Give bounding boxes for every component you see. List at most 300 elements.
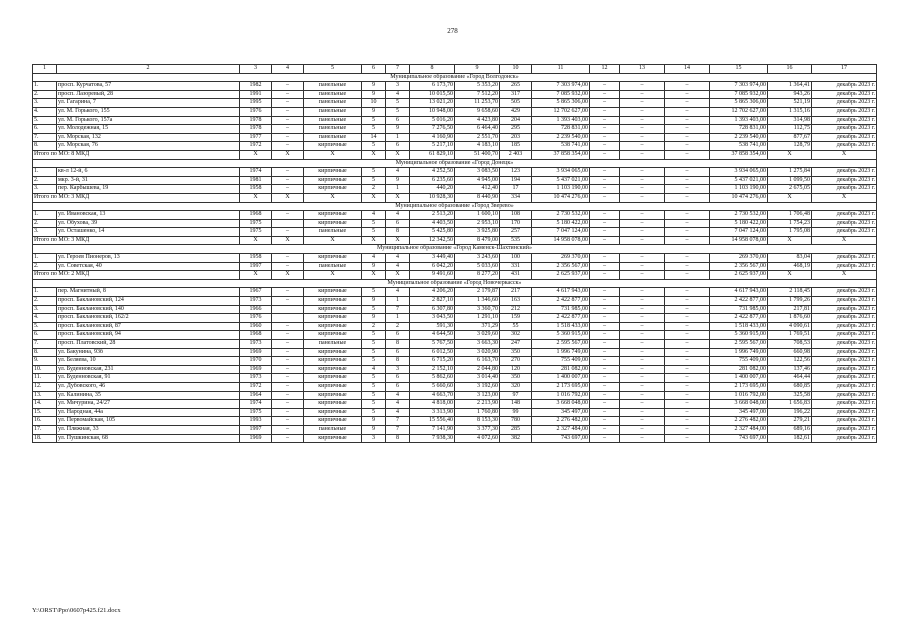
table-cell: 780 xyxy=(500,417,532,426)
total-cell: X xyxy=(272,271,304,280)
table-cell: 1968 xyxy=(240,331,272,340)
table-cell: 755 409,00 xyxy=(532,357,590,366)
table-cell: 731 985,00 xyxy=(710,305,768,314)
table-cell: 212 xyxy=(500,305,532,314)
table-cell: – xyxy=(665,374,710,383)
table-row xyxy=(33,314,877,323)
table-cell: – xyxy=(665,176,710,185)
table-cell: 7 085 932,00 xyxy=(710,90,768,99)
table-cell: ул. Ивановская, 13 xyxy=(57,211,240,220)
table-cell: просп. Платовский, 28 xyxy=(57,340,240,349)
table-cell: 2. xyxy=(33,176,57,185)
table-cell: – xyxy=(590,116,620,125)
table-cell: – xyxy=(665,254,710,263)
table-cell: ул. М. Горького, 157а xyxy=(57,116,240,125)
table-cell: ул. Героев Пионеров, 13 xyxy=(57,254,240,263)
table-cell: декабрь 2023 г. xyxy=(812,331,877,340)
table-cell: 2 179,87 xyxy=(455,288,500,297)
table-cell: 1997 xyxy=(240,262,272,271)
table-cell: 680,85 xyxy=(768,382,812,391)
table-cell: ул. Гагарина, 7 xyxy=(57,99,240,108)
table-cell: – xyxy=(665,314,710,323)
total-cell: – xyxy=(620,236,665,245)
table-cell: 689,16 xyxy=(768,425,812,434)
table-cell: 148 xyxy=(500,400,532,409)
column-number: 15 xyxy=(710,65,768,74)
table-cell: 4 xyxy=(386,211,410,220)
table-cell: 203 xyxy=(500,133,532,142)
overhaul-table xyxy=(32,64,877,443)
table-cell: декабрь 2023 г. xyxy=(812,417,877,426)
table-cell: 7 047 124,00 xyxy=(710,228,768,237)
table-row xyxy=(33,322,877,331)
column-number: 9 xyxy=(455,65,500,74)
table-cell: декабрь 2023 г. xyxy=(812,408,877,417)
table-cell: 1958 xyxy=(240,254,272,263)
table-cell: – xyxy=(620,434,665,443)
table-cell: – xyxy=(272,382,304,391)
table-cell: 429 xyxy=(500,107,532,116)
table-cell: – xyxy=(590,400,620,409)
table-row xyxy=(33,374,877,383)
table-cell: 1966 xyxy=(240,305,272,314)
table-cell: 1. xyxy=(33,168,57,177)
table-cell: 728 831,00 xyxy=(710,125,768,134)
table-cell: 325,58 xyxy=(768,391,812,400)
table-cell: 877,67 xyxy=(768,133,812,142)
table-cell: 4 206,20 xyxy=(410,288,455,297)
table-cell: ул. Бакунина, 93б xyxy=(57,348,240,357)
table-cell: 9 xyxy=(362,90,386,99)
table-cell: 16. xyxy=(33,417,57,426)
table-cell: 4 072,60 xyxy=(455,434,500,443)
table-cell: 743 697,00 xyxy=(710,434,768,443)
table-cell: 9 xyxy=(362,262,386,271)
table-cell: 3 934 065,00 xyxy=(532,168,590,177)
table-cell: 4 xyxy=(386,288,410,297)
total-cell: 334 xyxy=(500,193,532,202)
total-cell: – xyxy=(620,150,665,159)
table-cell: – xyxy=(590,262,620,271)
table-cell: 1. xyxy=(33,288,57,297)
table-cell: – xyxy=(272,288,304,297)
table-cell: 4 xyxy=(386,400,410,409)
table-cell: 1973 xyxy=(240,374,272,383)
table-cell: 3 934 065,00 xyxy=(710,168,768,177)
table-cell: 14 xyxy=(362,133,386,142)
table-cell: 350 xyxy=(500,374,532,383)
table-cell: 6 xyxy=(386,374,410,383)
table-cell: – xyxy=(272,90,304,99)
table-cell: – xyxy=(272,99,304,108)
table-cell: 4 xyxy=(386,408,410,417)
table-cell: 2 730 532,00 xyxy=(710,211,768,220)
table-cell: декабрь 2023 г. xyxy=(812,297,877,306)
total-cell: X xyxy=(768,236,812,245)
table-cell: 1 103 190,00 xyxy=(532,185,590,194)
table-cell: декабрь 2023 г. xyxy=(812,125,877,134)
table-cell: 3 123,00 xyxy=(455,391,500,400)
table-cell: – xyxy=(665,425,710,434)
table-cell: 2 118,45 xyxy=(768,288,812,297)
table-cell: – xyxy=(665,228,710,237)
column-number: 2 xyxy=(57,65,240,74)
table-cell: 3 313,90 xyxy=(410,408,455,417)
table-cell: 9 xyxy=(362,314,386,323)
table-cell: 5 xyxy=(362,348,386,357)
table-cell: 5 180 422,00 xyxy=(532,219,590,228)
total-cell: X xyxy=(362,271,386,280)
table-cell: – xyxy=(665,391,710,400)
table-cell: 7 276,50 xyxy=(410,125,455,134)
table-cell: 1 769,51 xyxy=(768,331,812,340)
table-cell: 2 422 877,00 xyxy=(532,314,590,323)
section-header-row xyxy=(33,245,877,254)
table-cell: – xyxy=(620,322,665,331)
table-cell: ул. Калинина, 35 xyxy=(57,391,240,400)
table-cell: – xyxy=(590,185,620,194)
table-cell: 1 099,50 xyxy=(768,176,812,185)
table-cell: 5 xyxy=(362,374,386,383)
table-cell: просп. Лазоревый, 28 xyxy=(57,90,240,99)
table-cell: – xyxy=(590,348,620,357)
table-cell: 6 xyxy=(386,219,410,228)
table-cell: – xyxy=(590,142,620,151)
table-cell: – xyxy=(620,219,665,228)
table-cell: 3 043,50 xyxy=(410,314,455,323)
table-cell: 1 364,41 xyxy=(768,82,812,91)
table-cell: 10 xyxy=(362,99,386,108)
table-cell: 2. xyxy=(33,297,57,306)
table-row xyxy=(33,107,877,116)
total-cell: X xyxy=(362,150,386,159)
table-cell: 120 xyxy=(500,365,532,374)
table-cell: – xyxy=(272,228,304,237)
total-row xyxy=(33,193,877,202)
total-cell: 12 342,50 xyxy=(410,236,455,245)
table-cell: – xyxy=(665,305,710,314)
table-cell: – xyxy=(590,382,620,391)
page-number: 278 xyxy=(447,27,458,35)
total-cell: X xyxy=(272,193,304,202)
table-cell: 6. xyxy=(33,125,57,134)
table-cell: 13 021,20 xyxy=(410,99,455,108)
table-cell: – xyxy=(590,288,620,297)
table-cell: 505 xyxy=(500,99,532,108)
table-cell: – xyxy=(620,142,665,151)
table-cell: – xyxy=(620,417,665,426)
table-cell: декабрь 2023 г. xyxy=(812,314,877,323)
table-cell: – xyxy=(665,408,710,417)
total-cell: X xyxy=(812,271,877,280)
total-label: Итого по МО: 3 МКД xyxy=(33,236,240,245)
table-cell: просп. Баклановский, 124 xyxy=(57,297,240,306)
table-cell: кирпичные xyxy=(304,211,362,220)
total-cell: – xyxy=(665,271,710,280)
table-cell: кирпичные xyxy=(304,408,362,417)
table-cell: – xyxy=(590,228,620,237)
table-cell: 6 173,70 xyxy=(410,82,455,91)
table-cell: 4 090,61 xyxy=(768,322,812,331)
table-cell: 345 497,00 xyxy=(710,408,768,417)
table-cell: – xyxy=(272,176,304,185)
table-cell: – xyxy=(620,90,665,99)
table-cell: – xyxy=(620,133,665,142)
table-cell: 4 403,50 xyxy=(410,219,455,228)
total-cell: X xyxy=(362,193,386,202)
table-cell: – xyxy=(620,116,665,125)
table-cell: 1 400 007,00 xyxy=(532,374,590,383)
table-cell: декабрь 2023 г. xyxy=(812,116,877,125)
table-cell: – xyxy=(590,211,620,220)
table-cell: – xyxy=(590,125,620,134)
table-cell: 1 795,08 xyxy=(768,228,812,237)
table-cell: 6 307,80 xyxy=(410,305,455,314)
table-cell: 5 xyxy=(362,176,386,185)
table-cell: 4 617 943,00 xyxy=(532,288,590,297)
table-cell: 137,46 xyxy=(768,365,812,374)
table-cell: 743 697,00 xyxy=(532,434,590,443)
table-cell: 1 291,10 xyxy=(455,314,500,323)
table-cell: 128,79 xyxy=(768,142,812,151)
table-cell: просп. Баклановский, 162/2 xyxy=(57,314,240,323)
total-cell: 8 440,90 xyxy=(455,193,500,202)
table-cell: ул. М. Горького, 155 xyxy=(57,107,240,116)
table-cell: декабрь 2023 г. xyxy=(812,305,877,314)
table-cell: 2 595 567,00 xyxy=(532,340,590,349)
table-cell: – xyxy=(272,142,304,151)
total-row xyxy=(33,271,877,280)
table-cell: 1958 xyxy=(240,185,272,194)
table-cell: 99 xyxy=(500,408,532,417)
table-cell: – xyxy=(590,434,620,443)
table-cell: 1 393 403,00 xyxy=(710,116,768,125)
table-cell: 8. xyxy=(33,142,57,151)
table-cell: – xyxy=(272,400,304,409)
table-cell: 14. xyxy=(33,400,57,409)
table-cell: 12 702 627,00 xyxy=(532,107,590,116)
table-cell: – xyxy=(620,168,665,177)
table-row xyxy=(33,125,877,134)
table-cell: кирпичные xyxy=(304,305,362,314)
table-cell: – xyxy=(590,340,620,349)
table-cell: мкр. 3-й, 31 xyxy=(57,176,240,185)
table-cell: 1 400 007,00 xyxy=(710,374,768,383)
table-cell: декабрь 2023 г. xyxy=(812,107,877,116)
table-cell: – xyxy=(620,211,665,220)
table-cell: 97 xyxy=(500,391,532,400)
table-cell xyxy=(272,305,304,314)
table-cell: – xyxy=(665,348,710,357)
table-cell: 285 xyxy=(500,425,532,434)
table-cell: – xyxy=(272,348,304,357)
table-cell: 5 xyxy=(362,408,386,417)
table-cell: кирпичные xyxy=(304,288,362,297)
table-cell: кирпичные xyxy=(304,331,362,340)
table-cell: – xyxy=(590,176,620,185)
table-cell: 6 235,60 xyxy=(410,176,455,185)
table-cell: 100 xyxy=(500,254,532,263)
table-cell: 6 042,20 xyxy=(410,262,455,271)
table-cell: – xyxy=(590,90,620,99)
table-cell: панельные xyxy=(304,425,362,434)
table-cell: 350 xyxy=(500,348,532,357)
table-cell: 2 xyxy=(386,322,410,331)
table-cell: 345 497,00 xyxy=(532,408,590,417)
table-cell: 9 xyxy=(362,107,386,116)
table-cell: 4 xyxy=(386,391,410,400)
table-cell: 1 876,60 xyxy=(768,314,812,323)
table-cell: 4 644,50 xyxy=(410,331,455,340)
table-cell: 122,56 xyxy=(768,357,812,366)
table-cell: – xyxy=(665,331,710,340)
table-cell: декабрь 2023 г. xyxy=(812,425,877,434)
table-cell: – xyxy=(590,417,620,426)
total-cell: – xyxy=(590,193,620,202)
table-cell: 1978 xyxy=(240,116,272,125)
table-cell: 9 xyxy=(362,417,386,426)
table-cell: 521,19 xyxy=(768,99,812,108)
table-cell: – xyxy=(665,125,710,134)
table-cell xyxy=(272,314,304,323)
table-cell: – xyxy=(665,434,710,443)
table-cell: 2 152,10 xyxy=(410,365,455,374)
table-cell: панельные xyxy=(304,107,362,116)
table-cell: 163 xyxy=(500,297,532,306)
table-cell: 5 xyxy=(386,99,410,108)
table-cell: 1975 xyxy=(240,408,272,417)
table-cell: 9 xyxy=(362,297,386,306)
table-cell: – xyxy=(590,374,620,383)
table-cell: 5 xyxy=(362,142,386,151)
table-cell: – xyxy=(590,219,620,228)
column-number: 8 xyxy=(410,65,455,74)
table-cell: панельные xyxy=(304,340,362,349)
section-header-row xyxy=(33,202,877,211)
table-cell: 247 xyxy=(500,340,532,349)
table-cell: 1976 xyxy=(240,107,272,116)
table-cell: декабрь 2023 г. xyxy=(812,382,877,391)
table-cell: 3 014,40 xyxy=(455,374,500,383)
table-cell: 1976 xyxy=(240,314,272,323)
table-cell: панельные xyxy=(304,82,362,91)
table-cell: 5 437 021,00 xyxy=(710,176,768,185)
table-cell: 185 xyxy=(500,142,532,151)
table-cell: 4 617 943,00 xyxy=(710,288,768,297)
table-row xyxy=(33,340,877,349)
table-row xyxy=(33,400,877,409)
table-cell: – xyxy=(620,408,665,417)
table-row xyxy=(33,297,877,306)
total-cell: 2 625 937,00 xyxy=(532,271,590,280)
municipality-title: Муниципальное образование «Город Донецк» xyxy=(33,159,877,168)
table-cell: 1 799,26 xyxy=(768,297,812,306)
table-cell: 5 xyxy=(362,116,386,125)
table-cell: – xyxy=(590,82,620,91)
table-cell: просп. Баклановский, 140 xyxy=(57,305,240,314)
table-cell: 1978 xyxy=(240,125,272,134)
table-cell: 194 xyxy=(500,176,532,185)
table-cell: 5 767,50 xyxy=(410,340,455,349)
table-cell: 5 xyxy=(386,107,410,116)
table-cell: 281 082,00 xyxy=(710,365,768,374)
total-cell: X xyxy=(812,150,877,159)
table-cell: декабрь 2023 г. xyxy=(812,90,877,99)
table-cell: 5 xyxy=(362,331,386,340)
table-cell: 5 016,20 xyxy=(410,116,455,125)
table-cell: 8 xyxy=(386,228,410,237)
table-cell: 2 675,05 xyxy=(768,185,812,194)
table-cell: 3 192,60 xyxy=(455,382,500,391)
table-cell: декабрь 2023 г. xyxy=(812,348,877,357)
table-cell: 3 xyxy=(386,365,410,374)
table-cell: ул. Морская, 132 xyxy=(57,133,240,142)
table-cell: – xyxy=(620,391,665,400)
table-cell: 6 xyxy=(386,382,410,391)
table-cell: 265 xyxy=(500,82,532,91)
table-cell: 1 754,23 xyxy=(768,219,812,228)
table-cell: – xyxy=(620,400,665,409)
total-cell: X xyxy=(768,193,812,202)
table-cell: – xyxy=(620,357,665,366)
table-cell: 1968 xyxy=(240,211,272,220)
table-cell: – xyxy=(590,322,620,331)
table-cell: 4 945,00 xyxy=(455,176,500,185)
table-cell: – xyxy=(590,168,620,177)
table-cell: – xyxy=(272,425,304,434)
table-cell: 11. xyxy=(33,374,57,383)
table-cell: 270 xyxy=(500,357,532,366)
total-cell: 51 400,70 xyxy=(455,150,500,159)
total-cell: X xyxy=(272,236,304,245)
total-cell: X xyxy=(272,150,304,159)
table-row xyxy=(33,408,877,417)
table-cell: 2. xyxy=(33,219,57,228)
table-cell: 1 996 749,00 xyxy=(710,348,768,357)
table-cell: 55 xyxy=(500,322,532,331)
table-row xyxy=(33,382,877,391)
table-cell: 1973 xyxy=(240,297,272,306)
table-cell: 17. xyxy=(33,425,57,434)
table-cell: – xyxy=(665,219,710,228)
table-cell: 1973 xyxy=(240,340,272,349)
table-cell: 4 252,50 xyxy=(410,168,455,177)
table-cell: 1974 xyxy=(240,400,272,409)
table-cell: 281 082,00 xyxy=(532,365,590,374)
table-cell: 3 xyxy=(386,82,410,91)
table-cell: 728 831,00 xyxy=(532,125,590,134)
municipality-title: Муниципальное образование «Город Каменск-Шахтинский» xyxy=(33,245,877,254)
table-cell: ул. Советская, 40 xyxy=(57,262,240,271)
table-cell: 10 948,00 xyxy=(410,107,455,116)
table-cell: декабрь 2023 г. xyxy=(812,185,877,194)
table-cell: – xyxy=(665,116,710,125)
column-number: 5 xyxy=(304,65,362,74)
table-cell: – xyxy=(620,185,665,194)
table-cell: 9 xyxy=(386,125,410,134)
total-cell: X xyxy=(386,236,410,245)
table-cell: 1970 xyxy=(240,357,272,366)
table-cell: 1 016 792,00 xyxy=(710,391,768,400)
table-cell: 5 865 306,00 xyxy=(532,99,590,108)
table-row xyxy=(33,228,877,237)
column-number: 7 xyxy=(386,65,410,74)
table-cell: 7 085 932,00 xyxy=(532,90,590,99)
table-cell: кирпичные xyxy=(304,365,362,374)
table-cell: 1 760,80 xyxy=(455,408,500,417)
table-cell: 2 595 567,00 xyxy=(710,340,768,349)
table-cell: кирпичные xyxy=(304,176,362,185)
